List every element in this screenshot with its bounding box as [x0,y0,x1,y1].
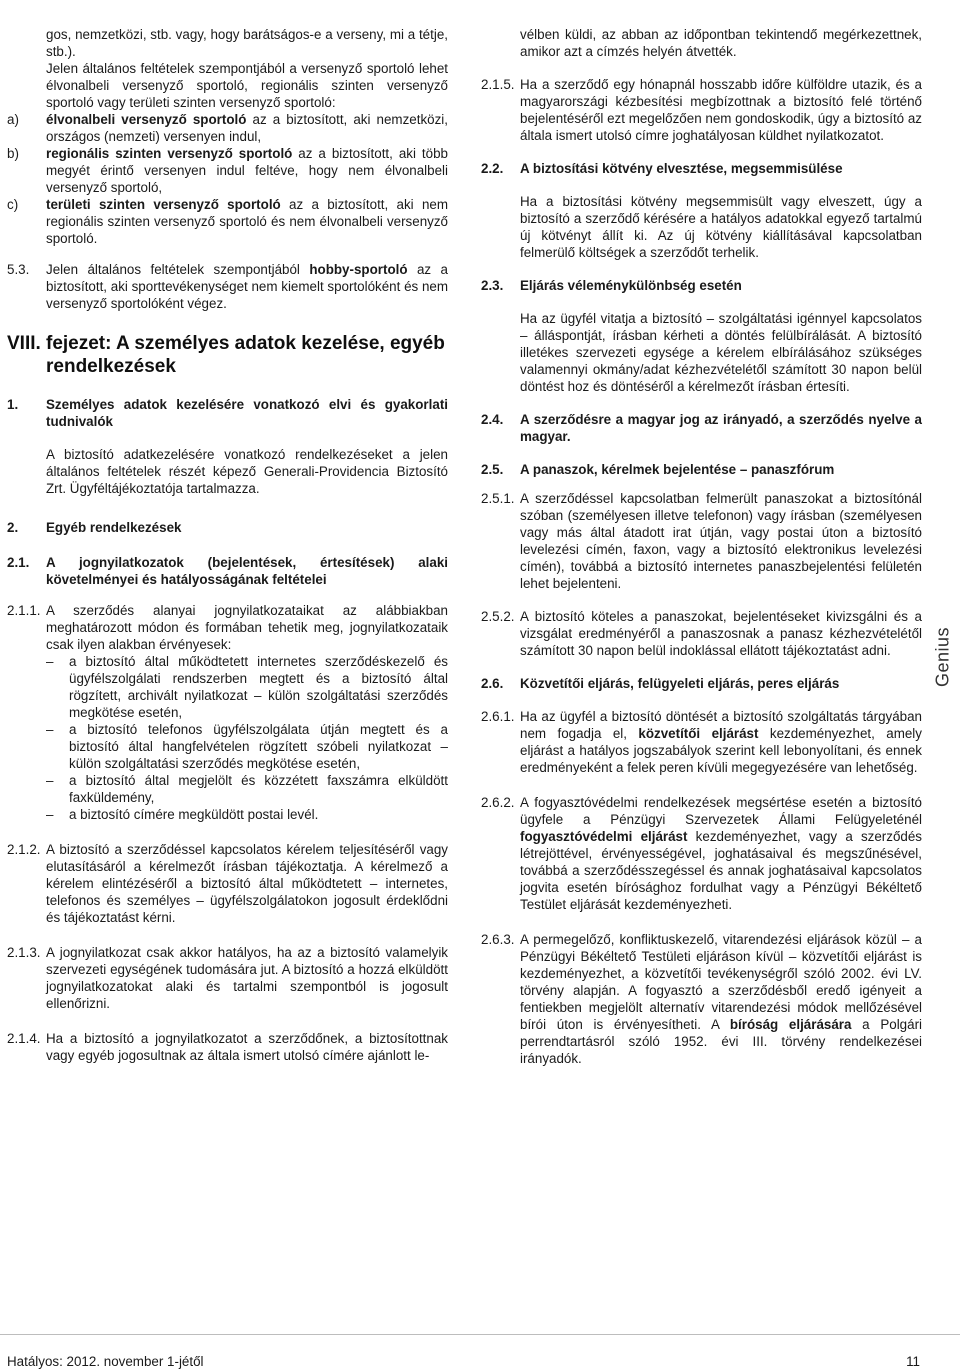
paragraph-continuation: gos, nemzetközi, stb. vagy, hogy barátságos-e a verseny, mi a tétje, stb.). [46,27,448,59]
paragraph-competitor-definition: Jelen általános feltételek szempontjából a versenyző sportoló lehet élvonalbeli versenyző sportoló, regionális szinten versenyző sportoló vagy területi szinten versenyző sportoló: [46,61,448,110]
heading-2-3: 2.3. Eljárás véleménykülönbség esetén [481,278,742,293]
heading-2-2: 2.2. A biztosítási kötvény elvesztése, megsemmisülése [481,161,843,176]
heading-2-5: 2.5. A panaszok, kérelmek bejelentése – panaszfórum [481,462,835,477]
section-2-6-3: 2.6.3. A permegelőző, konfliktuskezelő, vitarendezési eljárások közül – a Pénzügyi Békéltető Testületi eljáráson kívül – közvetítői eljárást is kezdeményezhet, a közvetítői tevékenységről szóló 2002. évi LV. törvény alapján. A fogyasztó a szerződésből eredő igényeit a fentiekben megjelölt alternatív vitarendezési módok mellőzésével bírói úton is érvényesítheti. A bíróság eljárására a Polgári perrendtartásról szóló 1952. évi III. törvény rendelkezései irányadók. [481,932,923,1066]
paragraph-data-handling: A biztosító adatkezelésére vonatkozó rendelkezéseket a jelen általános feltételek részét képező Generali-Providencia Biztosító Zrt. Ügyféltájékoztatója tartalmazza. [46,447,448,496]
heading-2-1: 2.1. A jognyilatkozatok (bejelentések, értesítések) alaki követelményei és hatályosságának feltételei [7,555,448,587]
section-2-1-5: 2.1.5. Ha a szerződő egy hónapnál hosszabb időre külföldre utazik, és a magyarországi kézbesítési megbízottnak a biztosító felé történő bejelentéséről ezt megelőzően nem gondoskodik, úgy a biztosító az általa ismert utolsó címre joghatályosan küldhet nyilatkozatot. [481,77,922,143]
page-number: 11 [906,1354,920,1369]
paragraph-dispute: Ha az ügyfél vitatja a biztosító – szolgáltatási igénnyel kapcsolatos – álláspontját, írásban kérheti a döntés felülbírálását. A biztosító illetékes szervezeti egysége a kérelem elbírálásához szükséges valamennyi okmány/adat kézhezvételétől számított 30 napon belül döntést hoz és döntéséről a kérelmezőt írásban értesíti. [520,311,922,394]
heading-2: 2. Egyéb rendelkezések [7,520,182,535]
section-2-1-2: 2.1.2. A biztosító a szerződéssel kapcsolatos kérelem teljesítéséről vagy elutasításáról a kérelmezőt írásban tájékoztatja. A kérelmező a kérelem elintézéséről a biztosító által működtetett – internetes, telefonos és személyes – ügyfélszolgálatokon jogosult érdeklődni és tájékoztatást kérni. [7,842,448,925]
list-item: – a biztosító telefonos ügyfélszolgálata útján megtett és a biztosító által hangfelvételen rögzített szóbeli nyilatkozat – külön szolgáltatási szerződés megkötése esetén, [46,722,448,771]
section-2-1-4: 2.1.4. Ha a biztosító a jognyilatkozatot a szerződőnek, a biztosítottnak vagy egyéb jogosultnak az általa ismert utolsó címére ajánlott le- [7,1031,448,1063]
list-item: – a biztosító által megjelölt és közzétett faxszámra elküldött faxküldemény, [46,773,448,805]
section-2-5-2: 2.5.2. A biztosító köteles a panaszokat, bejelentéseket kivizsgálni és a vizsgálat eredményéről a panaszosnak a panasz kézhezvételétől számított 30 napon belül indoklással ellátott tájékoztatást adni. [481,609,922,658]
heading-2-6: 2.6. Közvetítői eljárás, felügyeleti eljárás, peres eljárás [481,676,840,691]
chapter-heading: VIII. fejezet: A személyes adatok kezelése, egyéb rendelkezések [7,333,445,377]
paragraph-policy-loss: Ha a biztosítási kötvény megsemmisült vagy elveszett, úgy a biztosító a szerződő kérésére a hatályos adatokkal egyező tartalmú új kötvényt állít ki. Az új kötvény kiállításával kapcsolatban felmerülő költségek a szerződőt terhelik. [520,194,922,260]
section-2-1-3: 2.1.3. A jognyilatkozat csak akkor hatályos, ha az a biztosító valamelyik szervezeti egységének tudomására jut. A biztosító a hozzá elküldött jognyilatkozatokat alaki és tartalmi szempontból is jogosult ellenőrizni. [7,945,448,1011]
heading-2-4: 2.4. A szerződésre a magyar jog az irányadó, a szerződés nyelve a magyar. [481,412,922,444]
list-item: – a biztosító címére megküldött postai levél. [46,807,319,822]
item-c: c) területi szinten versenyző sportoló az a biztosított, aki nem regionális szinten versenyző sportoló és nem élvonalbeli versenyző sportoló. [7,197,449,246]
section-2-5-1: 2.5.1. A szerződéssel kapcsolatban felmerült panaszokat a biztosítónál szóban (személyesen illetve telefonon) vagy írásban (személyesen vagy más által átadott irat útján, vagy postai úton a biztosító levelezési címén, faxon, vagy a biztosító elektronikus levelezési címén), továbbá a biztosító internetes panaszbejelentési felületén lehet bejelenteni. [481,491,922,591]
side-brand-label: Genius [932,626,953,688]
item-b: b) regionális szinten versenyző sportoló az a biztosított, aki több megyét érintő versenyen indul feltéve, hogy nem élvonalbeli versenyző sportoló, [7,146,448,195]
left-column [7,26,448,1064]
heading-1: 1. Személyes adatok kezelésére vonatkozó elvi és gyakorlati tudnivalók [7,397,448,429]
item-a: a) élvonalbeli versenyző sportoló az a biztosított, aki nemzetközi, országos (nemzeti) versenyen indul, [7,112,448,144]
section-5-3: 5.3. Jelen általános feltételek szempontjából hobby-sportoló az a biztosított, aki sporttevékenységet nem kiemelt sportolóként és nem versenyző sportolóként végez. [7,262,449,311]
right-column [481,26,922,1067]
section-2-1-1: 2.1.1. A szerződés alanyai jognyilatkozataikat az alábbiakban meghatározott módon és formában tehetik meg, jognyilatkozataik csak ilyen alakban érvényesek: [7,603,448,652]
paragraph-continuation: vélben küldi, az abban az időpontban tekintendő megérkezettnek, amikor azt a címzés helyén átvették. [520,27,922,59]
section-2-6-2: 2.6.2. A fogyasztóvédelmi rendelkezések megsértése esetén a biztosító ügyfele a Pénzügyi Szervezetek Állami Felügyeleténél fogyasztóvédelmi eljárást kezdeményezhet, vagy a szerződés létrejöttével, érvényességével, joghatásaival és megszűnésével, továbbá a szerződésszegéssel és annak joghatásaival kapcsolatos jogvita esetén bírósághoz fordulhat vagy a Pénzügyi Békéltető Testület eljárását kezdeményezheti. [481,795,922,912]
section-2-6-1: 2.6.1. Ha az ügyfél a biztosító döntését a biztosító szolgáltatás tárgyában nem fogadja el, közvetítői eljárást kezdeményezhet, amely eljárást a hatályos jogszabályok szerint kell lebonyolítani, és ennek eredményeként a felek peren kívüli megegyezésére van lehetőség. [481,709,922,775]
list-item: – a biztosító által működtetett internetes szerződéskezelő és ügyfélszolgálati rendszerben megtett és a biztosító által rögzített, archivált nyilatkozat – külön szolgáltatási szerződés megkötése esetén, [46,654,448,720]
footer-effective-date: Hatályos: 2012. november 1-jétől [7,1354,204,1369]
footer-divider [0,1334,960,1335]
